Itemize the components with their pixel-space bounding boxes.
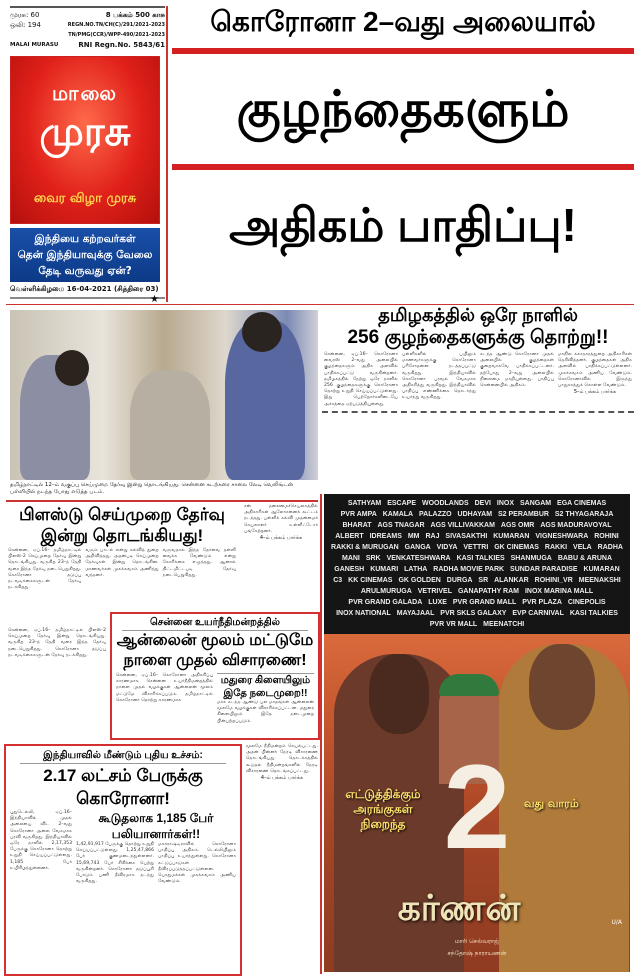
india-story-box [4, 744, 242, 976]
theater-name: SANGAM [519, 500, 552, 507]
article-column: பள்ளிகளில் பயிலும் மாணவர்களுக்கு கொரோனா பரிசோதனை நடத்தப்பட்டு வருகிறது. இந்தியாவில் கொரோனா பரவல் வேகமாக அதிகரித்து வருகிறது. இந்தியாவில் பாதிப்பு எண்ணிக்கை தொடர்ந்து உயர்ந்து வருகிறது. [402, 352, 476, 401]
theater-name: GANAPATHY RAM [457, 588, 519, 595]
divider [172, 164, 634, 170]
article-column: மாக கடந்த ஆண்டு பல மாதங்கள் ஆன்லைன் மூலமே வழக்குகள் விசாரிக்கப்பட்டன. மதுரை கிளையிலும் இதே நடைமுறை பின்பற்றப்படும். [217, 700, 314, 724]
theater-name: S2 PERAMBUR [497, 511, 549, 518]
theater-name: VENKATESHWARA [386, 555, 451, 562]
theater-name: PVR PLAZA [522, 599, 562, 606]
promo-line: இந்தியை கற்றவர்கள் [34, 233, 136, 245]
article-column: 1,42,91,917 பேருக்கு தொற்று உறுதி செய்யப்பட்டுள்ளது. 1,25,47,866 பேர் குணமடைந்துள்ளனர். 15,69,743 பேர் சிகிச்சை பெற்று வருகின்றனர். கொரோனா தடுப்பூசி போடும் பணி தீவிரமாக நடந்து வருகிறது. [76, 842, 154, 885]
theater-name: MEENAKSHI [578, 577, 621, 584]
theater-name: ROHINI [594, 533, 619, 540]
article-column: மூலமே நீதிமன்றம் செயல்பட்டது. அதன் பின்னர் நேரடி விசாரணை தொடங்கியது. தொடக்கத்தில் கூடுதல் நீதிமன்றங்களில் நேரடி விசாரணை தொடங்கப்பட்டது. [246, 744, 318, 774]
india-sub-2: பலியானார்கள்!! [111, 827, 201, 841]
theater-name: SIVASAKTHI [445, 533, 488, 540]
theater-name: DURGA [446, 577, 473, 584]
lead-headline-3[interactable]: அதிகம் பாதிப்பு! [229, 199, 577, 251]
lead-story [172, 2, 634, 274]
theater-name: RADHA [597, 544, 623, 551]
theater-name: SATHYAM [347, 500, 382, 507]
article-column: வரும் பாடல் என்று கல்வித் துறை அறிவித்தது. அதன்படி செய்முறை தேர்வுகள் இன்று தொடங்கின. மாணவர்கள் முகக்கவசம் அணிந்து வந்தனர். [85, 548, 159, 578]
lead-headline-2[interactable]: குழந்தைகளும் [236, 81, 570, 137]
continued-link[interactable]: 5–ம் பக்கம் பார்க்க [573, 389, 617, 396]
article-column: சென்னை, ஏப்.16– கொரோனா வைரஸ் 2–வது அலையில் குழந்தைகளும் அதிக அளவில் பாதிக்கப்பட்டு வருகின்றனர். தமிழகத்தில் நேற்று ஒரே நாளில் 256 குழந்தைகளுக்கு கொரோனா தொற்று உறுதி செய்யப்பட்டுள்ளது. இது பெற்றோர்களிடையே அச்சத்தை ஏற்படுத்தியுள்ளது. [324, 352, 398, 407]
article-column: சன் தலைமைச்செயலகத்தில் அதிகாரிகள் ஆலோசனைக் கூட்டம் நடந்தது. பள்ளிக் கல்வி முதன்மைச் செயலாளர் உள்ளிட்டோர் பங்கேற்றனர். [244, 504, 318, 534]
theater-name: AGS OMR [500, 522, 535, 529]
theater-name: MANI [341, 555, 360, 562]
theater-name: EGA CINEMAS [557, 500, 607, 507]
theater-name: MAYAJAAL [396, 610, 435, 617]
theater-name: EVP CARNIVAL [512, 610, 564, 617]
india-headline[interactable]: 2.17 லட்சம் பேருக்கு கொரோனா! [43, 766, 203, 808]
issue: ஒலி: 194 [10, 21, 41, 29]
tn-headline-2[interactable]: 256 குழந்தைகளுக்கு தொற்று!! [347, 327, 609, 348]
theater-name: S2 THYAGARAJA [554, 511, 614, 518]
theater-name: PALAZZO [419, 511, 452, 518]
theater-name: LATHA [404, 566, 428, 573]
continued-link[interactable]: 4–ம் பக்கம் பார்க்க [260, 775, 304, 782]
theater-name: CINEPOLIS [567, 599, 606, 606]
court-sub-2: இதே நடைமுறை!! [223, 688, 308, 699]
rating: U/A [611, 919, 622, 926]
court-sub-1: மதுரை கிளையிலும் [217, 673, 314, 687]
theater-name: MM [407, 533, 420, 540]
theater-name: SHANMUGA [510, 555, 552, 562]
photo-caption: தமிழ்நாட்டில் 12–ம் வகுப்பு செய்முறை தேர்வு இன்று தொடங்கியது. சென்னை கடற்கரை சாலை லேடி வெலிங்டன் பள்ளியில் நடந்த போது எடுத்த படம். [10, 482, 294, 495]
theater-name: BHARAT [342, 522, 372, 529]
tn-headline-1[interactable]: தமிழகத்தில் ஒரே நாளில் [378, 305, 578, 325]
rni: RNI Regn.No. 5843/61 [78, 41, 165, 49]
exam-story [4, 504, 240, 591]
divider [172, 48, 634, 54]
theater-name: INOX NATIONAL [336, 610, 391, 617]
theater-name: SUNDAR PARADISE [510, 566, 578, 573]
theater-name: WOODLANDS [421, 500, 469, 507]
article-column: புதுடெல்லி, ஏப்.16– இந்தியாவில் முதல் அலையை விட 2–வது கொரோனா அலை வேகமாக பரவி வருகிறது. இந்தியாவில் ஒரே நாளில் 2,17,353 பேருக்கு கொரோனா தொற்று உறுதி செய்யப்பட்டுள்ளது. 1,185 பேர் உயிரிழந்துள்ளனர். [10, 810, 72, 871]
theater-name: KK CINEMAS [348, 577, 393, 584]
theater-name: ALBERT [335, 533, 364, 540]
exam-story-body [4, 546, 240, 591]
logo-line-2: முரசு [39, 109, 131, 155]
theater-name: VIGNESHWARA [535, 533, 589, 540]
theater-name: VELA [573, 544, 592, 551]
theater-name: C3 [333, 577, 343, 584]
theater-name: IDREAMS [369, 533, 402, 540]
divider [6, 500, 318, 502]
logo-line-1: மாலை [51, 81, 119, 105]
divider [322, 411, 634, 413]
lead-headline-1[interactable]: கொரோனா 2–வது அலையால் [210, 6, 596, 37]
theater-name: RAJ [425, 533, 440, 540]
continued-link[interactable]: 4–ம் பக்கம் பார்க்க [259, 535, 303, 542]
article-column: கடந்த ஆண்டு கொரோனா முதல் அலையில் குழந்தைகள் குறைவாகவே பாதிக்கப்பட்டனர். தற்போது 2–வது அலையில் நிலைமை மாறியுள்ளது. பாதிப்பு சென்னையில் அதிகம். [480, 352, 554, 389]
exam-photo [10, 310, 318, 480]
theater-name: PVR VR MALL [429, 621, 478, 628]
theater-name: GANESH [334, 566, 365, 573]
theater-name: VIDYA [436, 544, 458, 551]
theater-name: PVR GRAND GALADA [348, 599, 423, 606]
karnan-advert [324, 494, 630, 972]
theater-name: INOX [496, 500, 515, 507]
exam-headline-2[interactable]: இன்று தொடங்கியது! [40, 526, 204, 545]
article-column: மகாராஷ்டிராவில் கொரோனா பாதிப்பு அதிகம். டெல்லியிலும் பாதிப்பு உயர்ந்துள்ளது. கொரோனா கட்டுப்பாடுகள் தீவிரப்படுத்தப்பட்டுள்ளன. பொதுமக்கள் முகக்கவசம் அணிய வேண்டும். [158, 842, 236, 885]
theater-name: VETTRI [463, 544, 489, 551]
masthead-info [10, 6, 165, 50]
theater-name: BABU & ARUNA [557, 555, 612, 562]
tagline-1: எட்டுத்திக்கும் [345, 787, 421, 801]
logo-tagline: வைர விழா முரசு [33, 191, 137, 206]
theater-name: AGS MADURAVOYAL [540, 522, 612, 529]
theater-name: KASI TALKIES [456, 555, 505, 562]
newspaper-logo [10, 56, 160, 224]
paper-name: MALAI MURASU [10, 42, 59, 48]
theater-name: RADHA MOVIE PARK [433, 566, 505, 573]
tn-story [322, 304, 634, 413]
article-column: சென்னை, ஏப்.16– தமிழ்நாட்டில் பிளஸ்-2 செய்முறை தேர்வு இன்று தொடங்கியது. வருகிற 23–ந் தேதி வரை இந்த தேர்வு நடைபெறுகிறது. கொரோனா தடுப்பு நடவடிக்கைகளுடன் தேர்வு நடக்கிறது. [8, 548, 82, 591]
theater-name: ROHINI_VR [534, 577, 573, 584]
india-kicker: இந்தியாவில் மீண்டும் புதிய உச்சம்: [20, 748, 226, 764]
theater-list [324, 494, 630, 634]
court-kicker: சென்னை உயர்நீதிமன்றத்தில் [122, 616, 308, 631]
theater-name: SRK [365, 555, 381, 562]
composer: சந்தோஷ் நாராயணன் [447, 950, 507, 957]
theater-name: MEENATCHI [483, 621, 525, 628]
director: மாரி செல்வராஜ் [454, 938, 500, 945]
week-label: வது வாரம் [524, 797, 579, 810]
india-sub-1: கூடுதலாக 1,185 பேர் [98, 811, 214, 825]
article-column: சென்னை, ஏப்.16– கொரோனா அதிகரிப்பு காரணமாக சென்னை உயர்நீதிமன்றத்தில் நாளை முதல் வழக்குகள் ஆன்லைன் மூலம் மட்டுமே விசாரிக்கப்படும். தமிழ்நாட்டில் கொரோனா தொற்று காரணமாக [116, 673, 213, 703]
theater-name: KUMARI [370, 566, 399, 573]
theater-name: UDHAYAM [457, 511, 493, 518]
theater-name: VETRIVEL [417, 588, 452, 595]
article-column: வருவதால் இந்த தேர்வை தள்ளி வைக்க வேண்டும் என்று கோரிக்கை எழுந்தது. ஆனால் திட்டமிட்டபடி தேர்வு நடைபெறுகிறது. [162, 548, 236, 578]
exam-story-body-2 [244, 504, 318, 541]
india-story-body-2 [246, 744, 318, 781]
issue-date: வெள்ளிக்கிழமை 16-04-2021 (சித்திரை 03) [10, 285, 165, 299]
article-column: மாநில சுகாதாரத்துறை அதிகாரிகள் தெரிவித்தனர். குழந்தைகள் அதிக அளவில் பாதிக்கப்பட்டுள்ளனர். முகக்கவசம் அணிய வேண்டும். கொரோனாவில் இருந்து பாதுகாத்துக் கொள்ள வேண்டும். [558, 352, 632, 389]
court-story-box [110, 612, 320, 740]
regn-1: REGN.NO.TN/CH(C)/291/2021-2023 [67, 22, 165, 28]
theater-name: ALANKAR [494, 577, 529, 584]
theater-name: RAKKI & MURUGAN [331, 544, 399, 551]
theater-name: ARULMURUGA [360, 588, 412, 595]
theater-name: SR [478, 577, 489, 584]
theater-name: AGS TNAGAR [377, 522, 425, 529]
theater-name: PVR SKLS GALAXY [440, 610, 507, 617]
article-column: சென்னை, ஏப்.16– தமிழ்நாட்டில் பிளஸ்-2 செய்முறை தேர்வு இன்று தொடங்கியது. வருகிற 23–ந் தேதி வரை இந்த தேர்வு நடைபெறுகிறது. கொரோனா தடுப்பு நடவடிக்கைகளுடன் தேர்வு நடக்கிறது. [8, 628, 106, 658]
tagline-2: அரங்குகள் [353, 802, 413, 816]
volume: முரசு: 60 [10, 11, 40, 19]
theater-name: LUXE [428, 599, 447, 606]
exam-headline-1[interactable]: பிளஸ்டு செய்முறை தேர்வு [19, 505, 225, 524]
theater-name: GK GOLDEN [398, 577, 441, 584]
regn-2: TN/PMG(CCR)/WPP-490/2021-2023 [68, 32, 165, 38]
pages-price: 8 பக்கம் 500 காசு [105, 11, 165, 19]
court-headline-1[interactable]: ஆன்லைன் மூலம் மட்டுமே [116, 632, 314, 649]
theater-name: GK CINEMAS [494, 544, 539, 551]
tn-story-body [322, 350, 634, 408]
divider [320, 494, 322, 974]
theater-name: ESCAPE [387, 500, 417, 507]
theater-name: RAKKI [544, 544, 568, 551]
theater-name: GANGA [404, 544, 431, 551]
theater-name: KUMARAN [493, 533, 530, 540]
theater-name: INOX MARINA MALL [524, 588, 594, 595]
theater-name: AGS VILLIVAKKAM [430, 522, 495, 529]
theater-name: KAMALA [382, 511, 414, 518]
theater-name: PVR GRAND MALL [452, 599, 517, 606]
promo-line: தேடி வருவது ஏன்? [38, 265, 132, 277]
promo-line: தென் இந்தியாவுக்கு வேலை [17, 249, 153, 261]
theater-name: DEVI [474, 500, 491, 507]
theater-name: KASI TALKIES [569, 610, 618, 617]
court-headline-2[interactable]: நாளை முதல் விசாரணை! [123, 652, 307, 669]
divider [166, 6, 168, 302]
theater-name: PVR AMPA [340, 511, 377, 518]
karnan-movie-poster[interactable] [324, 634, 630, 972]
promo-box[interactable] [10, 228, 160, 282]
theater-name: KUMARAN [583, 566, 620, 573]
star-icon: ★ [150, 294, 159, 305]
movie-title: கர்ணன் [397, 887, 521, 928]
week-number: 2 [443, 740, 511, 874]
tagline-3: நிறைந்த [360, 817, 406, 831]
